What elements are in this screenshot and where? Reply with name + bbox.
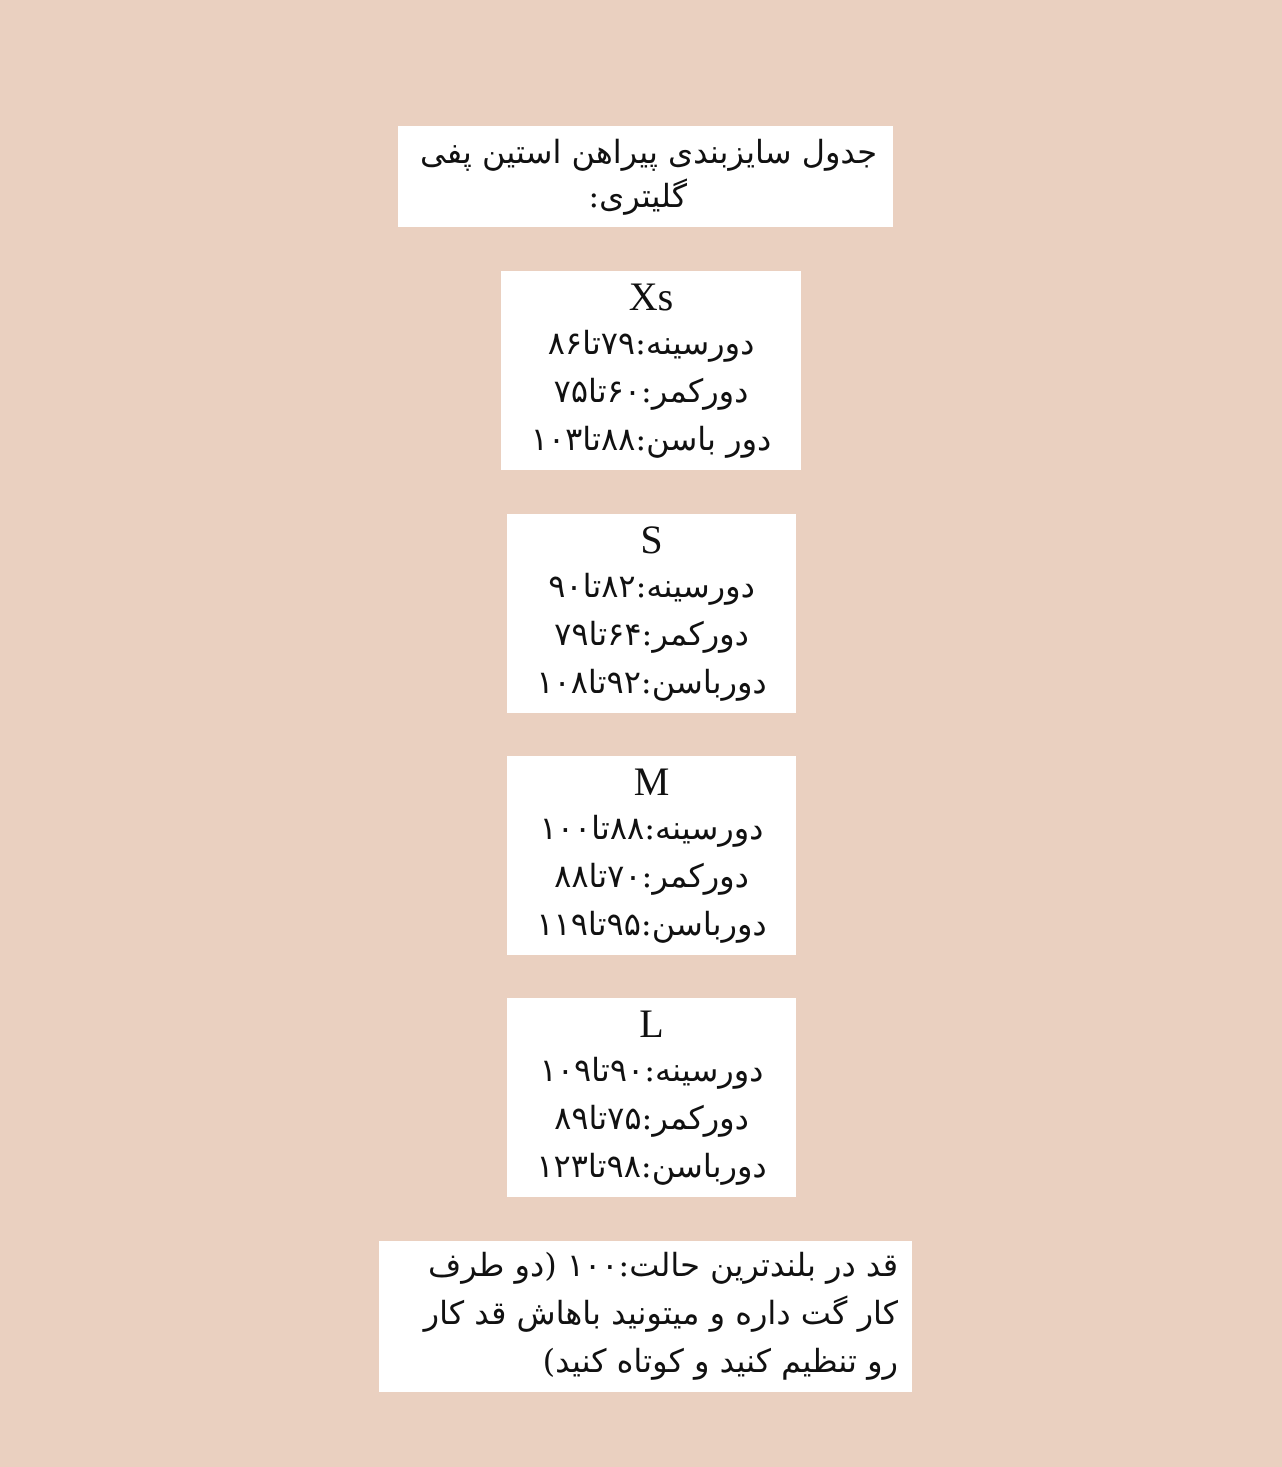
size-card-l <box>507 998 796 1197</box>
note-line-1: قد در بلندترین حالت:۱۰۰ (دو طرف <box>428 1246 898 1284</box>
bust-measurement: دورسینه:۸۲تا۹۰ <box>548 567 755 605</box>
bust-measurement: دورسینه:۹۰تا۱۰۹ <box>539 1051 764 1089</box>
size-card-s <box>507 514 796 713</box>
hip-measurement: دورباسن:۹۲تا۱۰۸ <box>536 663 767 701</box>
size-label: L <box>639 1001 664 1046</box>
waist-measurement: دورکمر:۷۵تا۸۹ <box>554 1099 749 1137</box>
title-box <box>398 126 893 227</box>
title-line-2: گلیتری: <box>588 177 687 215</box>
title-line-1: جدول سایزبندی پیراهن استین پفی <box>420 133 877 171</box>
length-note-box <box>379 1241 912 1392</box>
bust-measurement: دورسینه:۸۸تا۱۰۰ <box>539 809 764 847</box>
size-label: S <box>640 517 663 562</box>
waist-measurement: دورکمر:۷۰تا۸۸ <box>554 857 749 895</box>
hip-measurement: دورباسن:۹۸تا۱۲۳ <box>536 1147 767 1185</box>
hip-measurement: دور باسن:۸۸تا۱۰۳ <box>530 420 772 458</box>
waist-measurement: دورکمر:۶۴تا۷۹ <box>554 615 749 653</box>
size-label: Xs <box>628 274 674 319</box>
size-card-m <box>507 756 796 955</box>
waist-measurement: دورکمر:۶۰تا۷۵ <box>553 372 749 410</box>
hip-measurement: دورباسن:۹۵تا۱۱۹ <box>536 905 767 943</box>
size-label: M <box>633 759 670 804</box>
bust-measurement: دورسینه:۷۹تا۸۶ <box>547 324 755 362</box>
note-line-2: کار گت داره و میتونید باهاش قد کار <box>423 1294 898 1332</box>
note-line-3: رو تنظیم کنید و کوتاه کنید) <box>542 1342 898 1380</box>
size-card-xs <box>501 271 801 470</box>
